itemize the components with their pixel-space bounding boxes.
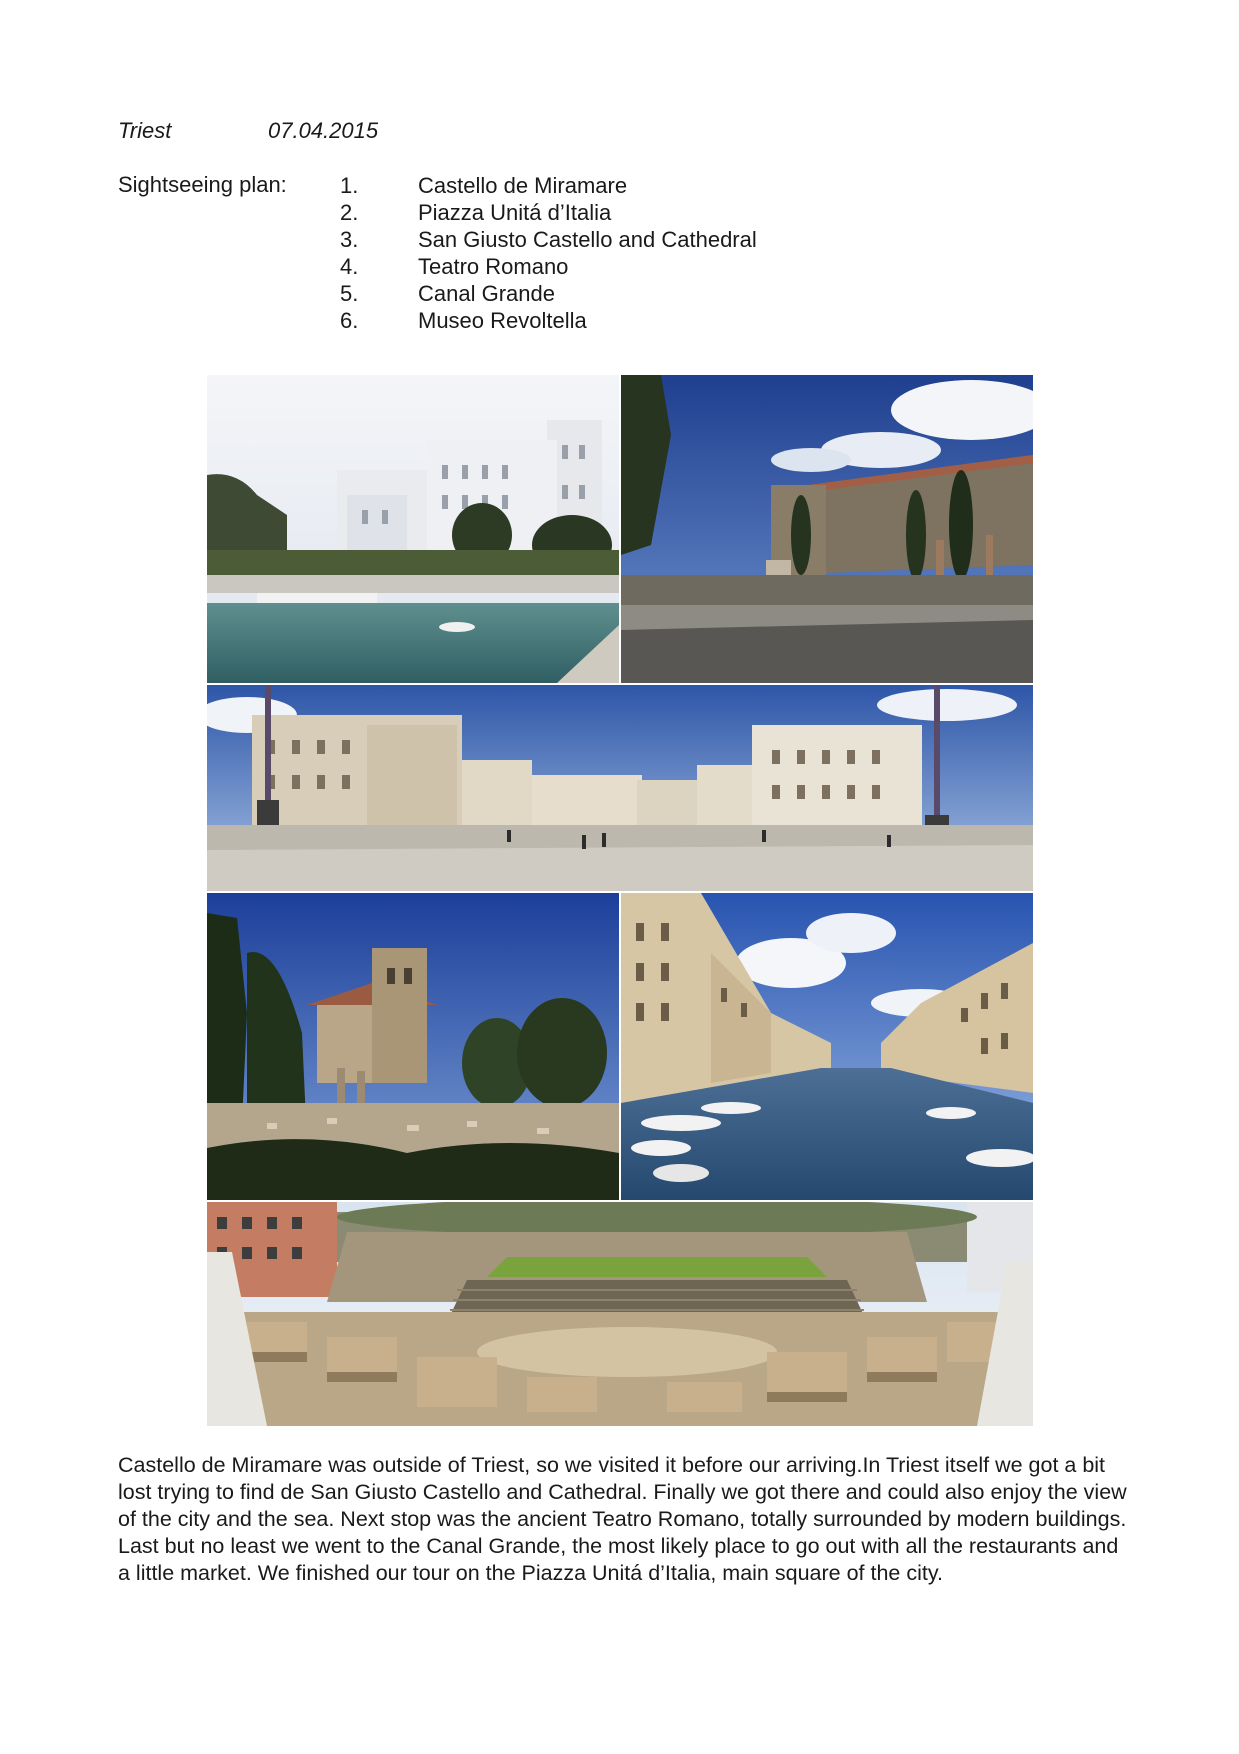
item-number: 4. (340, 254, 359, 279)
item-number: 3. (340, 227, 359, 252)
body-text: Castello de Miramare was outside of Triest, so we visited it before our arriving.In Triest itself we got a bit lost trying to find de San Giusto Castello and Cathedral. Finally we got there and could also enjoy the view of the city and the sea. Next stop was the ancient Teatro Romano, totally surrounded by modern buildings. Last but no least we went to the Canal Grande, the most likely place to go out with all the restaurants and a little market. We finished our tour on the Piazza Unitá d’Italia, main square of the city. (118, 1453, 1127, 1585)
photo-teatro-romano (207, 1202, 1033, 1426)
photo-miramare-castle (207, 375, 619, 683)
photo-san-giusto-cathedral (207, 893, 619, 1200)
item-number: 1. (340, 173, 359, 198)
list-item (340, 307, 757, 334)
header-city: Triest (118, 118, 172, 143)
photo-san-giusto-castle (621, 375, 1033, 683)
list-item (340, 199, 757, 226)
photo-piazza-unita-panorama (207, 685, 1033, 891)
list-item (340, 226, 757, 253)
item-text: Piazza Unitá d’Italia (418, 200, 612, 225)
item-text: Castello de Miramare (418, 173, 628, 198)
photo-canal-grande (621, 893, 1033, 1200)
list-item (340, 280, 757, 307)
item-text: Teatro Romano (418, 254, 569, 279)
sightseeing-list (340, 172, 757, 334)
list-item (340, 253, 757, 280)
header-date: 07.04.2015 (268, 118, 379, 143)
item-text: Canal Grande (418, 281, 555, 306)
list-item (340, 172, 757, 199)
plan-label: Sightseeing plan: (118, 172, 287, 197)
item-number: 2. (340, 200, 359, 225)
item-number: 5. (340, 281, 359, 306)
item-number: 6. (340, 308, 359, 333)
item-text: Museo Revoltella (418, 308, 587, 333)
item-text: San Giusto Castello and Cathedral (418, 227, 757, 252)
